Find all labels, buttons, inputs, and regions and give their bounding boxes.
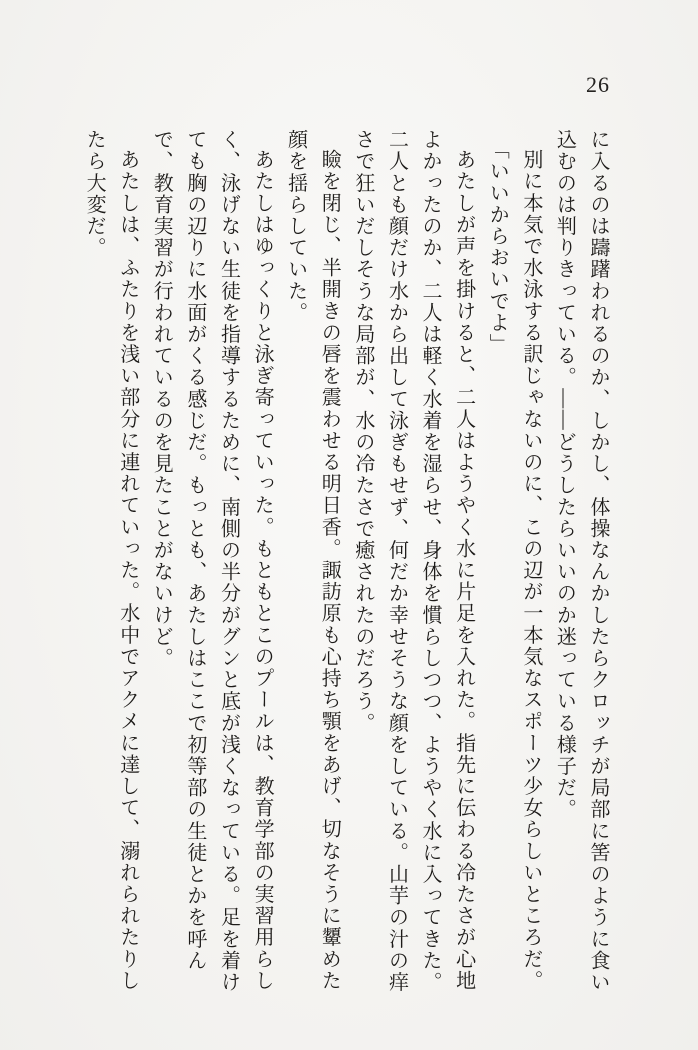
paragraph: に入るのは躊躇われるのか、しかし、体操なんかしたらクロッチが局部に筈のように食い込むのは判りきっている。――どうしたらいいのか迷っている様子だ。 <box>553 129 609 993</box>
paragraph: 別に本気で水泳する訳じゃないのに、この辺が一本気なスポーツ少女らしいところだ。 <box>519 149 542 992</box>
paragraph-dialogue: 「いいからおいでよ」 <box>486 139 509 355</box>
paragraph: あたしはゆっくりと泳ぎ寄っていった。もともとこのプールは、教育学部の実習用らしく、泳げない生徒を指導するために、南側の半分がグンと底が浅くなっている。足を着けても胸の辺りに水面がくる感じだ。もっとも、あたしはここで初等部の生徒とかを呼んで、教育実習が行われているのを見たことがないけど。 <box>150 129 274 993</box>
text-block <box>77 129 615 997</box>
page-number: 26 <box>586 72 610 97</box>
paragraph: あたしが声を掛けると、二人はようやく水に片足を入れた。指先に伝わる冷たさが心地よかったのか、二人は軽く水着を湿らせ、身体を慣らしつつ、ようやく水に入ってきた。二人とも顔だけ水から出して泳ぎもせず、何だか幸せそうな顔をしている。山芋の汁の痒さで狂いだしそうな局部が、水の冷たさで癒されたのだろう。 <box>351 129 475 993</box>
paragraph: 瞼を閉じ、半開きの唇を震わせる明日香。諏訪原も心持ち顎をあげ、切なそうに顰めた顔を揺らしていた。 <box>284 129 341 992</box>
paragraph: あたしは、ふたりを浅い部分に連れていった。水中でアクメに達して、溺れられたりしたら大変だ。 <box>83 129 139 992</box>
